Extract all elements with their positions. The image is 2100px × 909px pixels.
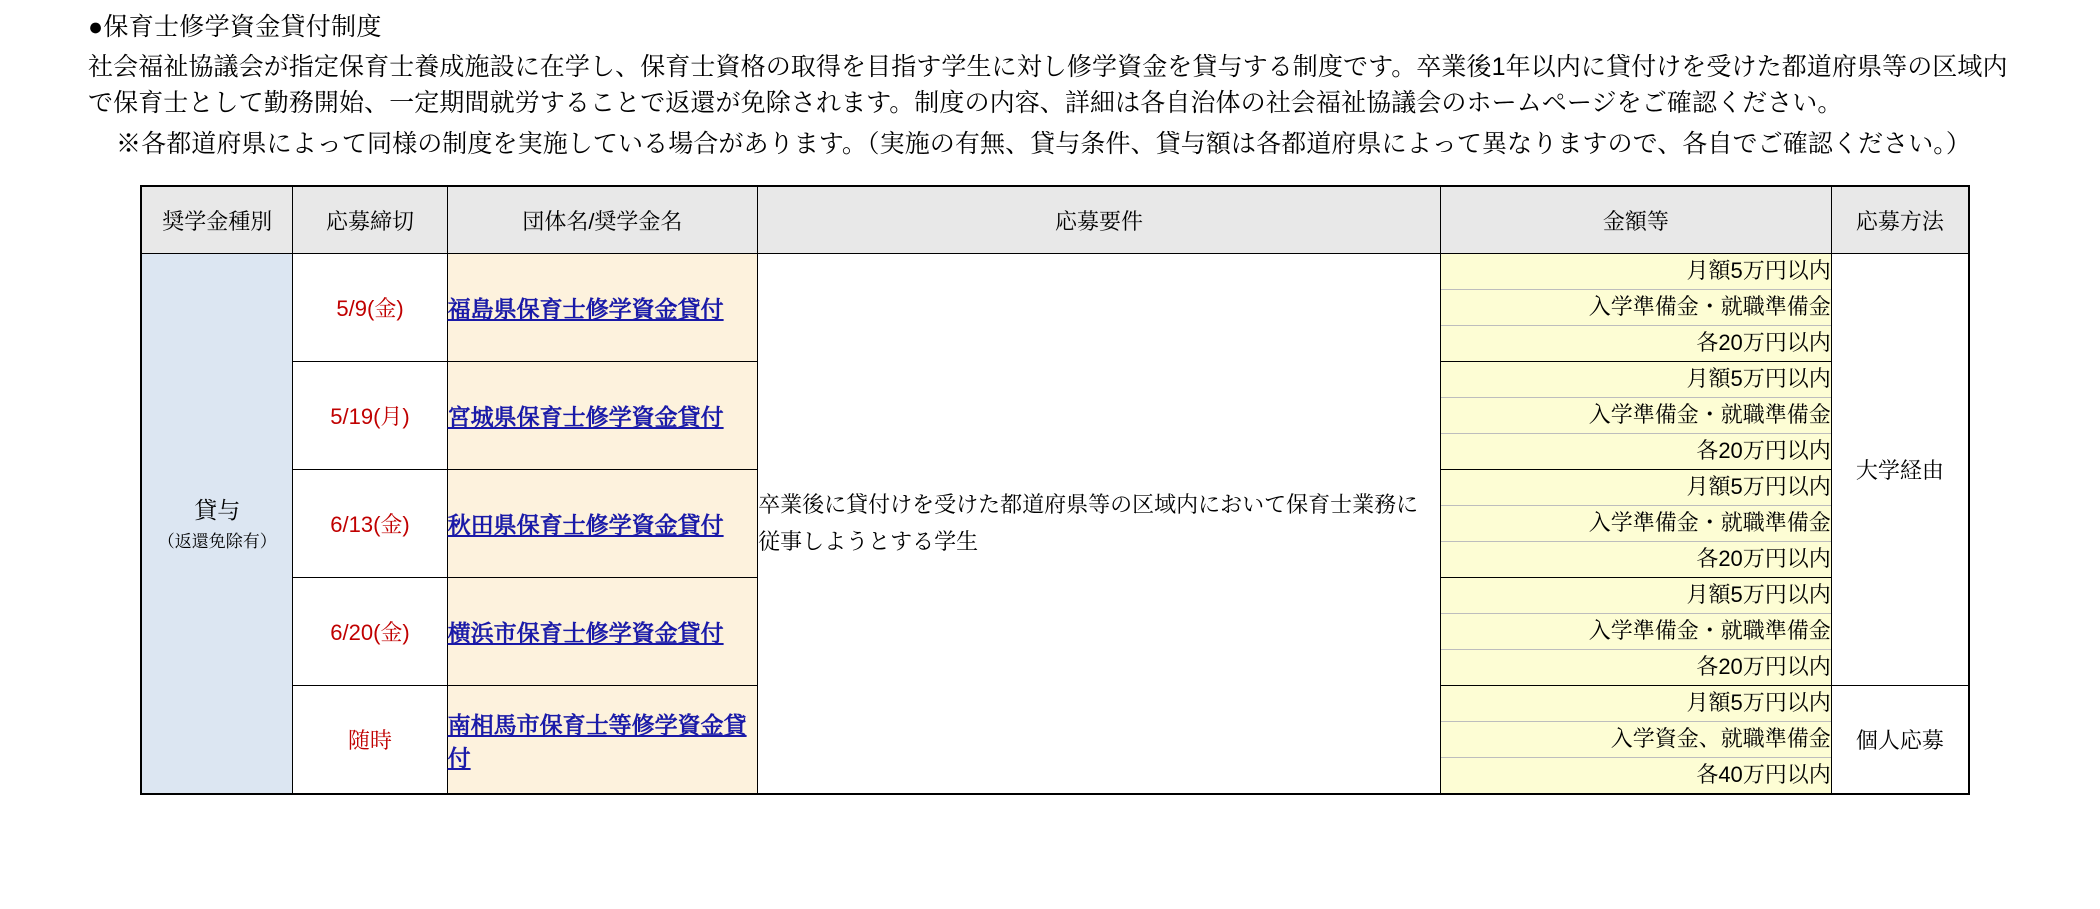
intro-paragraph: 社会福祉協議会が指定保育士養成施設に在学し、保育士資格の取得を目指す学生に対し修学資金を貸与する制度です。卒業後1年以内に貸付けを受けた都道府県等の区域内で保育士として勤務開始、一定期間就労することで返還が免除されます。制度の内容、詳細は各自治体の社会福祉協議会のホームページをご確認ください。: [88, 52, 2008, 118]
amount-line: 各20万円以内: [1441, 433, 1831, 469]
amount-line: 月額5万円以内: [1686, 690, 1831, 716]
scholarship-link[interactable]: 宮城県保育士修学資金貸付: [447, 404, 724, 431]
cell-amount: [1440, 470, 1831, 578]
amount-line: 各20万円以内: [1441, 541, 1831, 577]
cell-organization: [447, 686, 758, 795]
amount-line: 月額5万円以内: [1686, 258, 1831, 284]
amount-line: 入学準備金・就職準備金: [1441, 397, 1831, 433]
amount-line: 各40万円以内: [1441, 757, 1831, 793]
scholarship-link[interactable]: 福島県保育士修学資金貸付: [447, 296, 724, 323]
cell-amount: [1440, 362, 1831, 470]
intro-note: ※各都道府県によって同様の制度を実施している場合があります。（実施の有無、貸与条件、貸与額は各都道府県によって異なりますので、各自でご確認ください。）: [116, 130, 1972, 158]
amount-line: 各20万円以内: [1441, 325, 1831, 361]
cell-application-method: 個人応募: [1831, 686, 1969, 795]
cell-amount: [1440, 578, 1831, 686]
scholarship-link[interactable]: 南相馬市保育士等修学資金貸付: [447, 711, 747, 771]
cell-deadline: 6/13(金): [293, 470, 447, 578]
cell-deadline: 5/19(月): [293, 362, 447, 470]
column-header-application-method: 応募方法: [1831, 186, 1969, 254]
amount-line: 各20万円以内: [1441, 649, 1831, 685]
cell-amount: [1440, 254, 1831, 362]
cell-organization: [447, 362, 758, 470]
cell-organization: [447, 578, 758, 686]
cell-organization: [447, 254, 758, 362]
cell-application-method: 大学経由: [1831, 254, 1969, 686]
cell-organization: [447, 470, 758, 578]
table-header-row: [141, 186, 1969, 254]
cell-deadline: 6/20(金): [293, 578, 447, 686]
amount-line: 入学準備金・就職準備金: [1441, 505, 1831, 541]
table-row: [141, 254, 1969, 362]
scholarship-table-wrapper: [0, 185, 2100, 796]
cell-kind: [141, 254, 293, 795]
kind-main-label: 貸与: [194, 496, 241, 523]
scholarship-link[interactable]: 秋田県保育士修学資金貸付: [447, 512, 724, 539]
page-title: ●保育士修学資金貸付制度: [88, 13, 382, 41]
kind-sub-label: （返還免除有）: [157, 532, 277, 552]
intro-section: [0, 10, 2100, 163]
cell-amount: [1440, 686, 1831, 795]
amount-line: 入学準備金・就職準備金: [1441, 289, 1831, 325]
amount-line: 入学資金、就職準備金: [1441, 721, 1831, 757]
column-header-requirements: 応募要件: [758, 186, 1441, 254]
cell-deadline: 随時: [293, 686, 447, 795]
scholarship-table: [140, 185, 1970, 796]
amount-line: 入学準備金・就職準備金: [1441, 613, 1831, 649]
cell-deadline: 5/9(金): [293, 254, 447, 362]
column-header-deadline: 応募締切: [293, 186, 447, 254]
scholarship-link[interactable]: 横浜市保育士修学資金貸付: [447, 620, 724, 647]
cell-requirements: 卒業後に貸付けを受けた都道府県等の区域内において保育士業務に従事しようとする学生: [758, 254, 1441, 795]
amount-line: 月額5万円以内: [1686, 366, 1831, 392]
column-header-organization: 団体名/奨学金名: [447, 186, 758, 254]
column-header-amount: 金額等: [1440, 186, 1831, 254]
amount-line: 月額5万円以内: [1686, 474, 1831, 500]
column-header-kind: 奨学金種別: [141, 186, 293, 254]
amount-line: 月額5万円以内: [1686, 582, 1831, 608]
